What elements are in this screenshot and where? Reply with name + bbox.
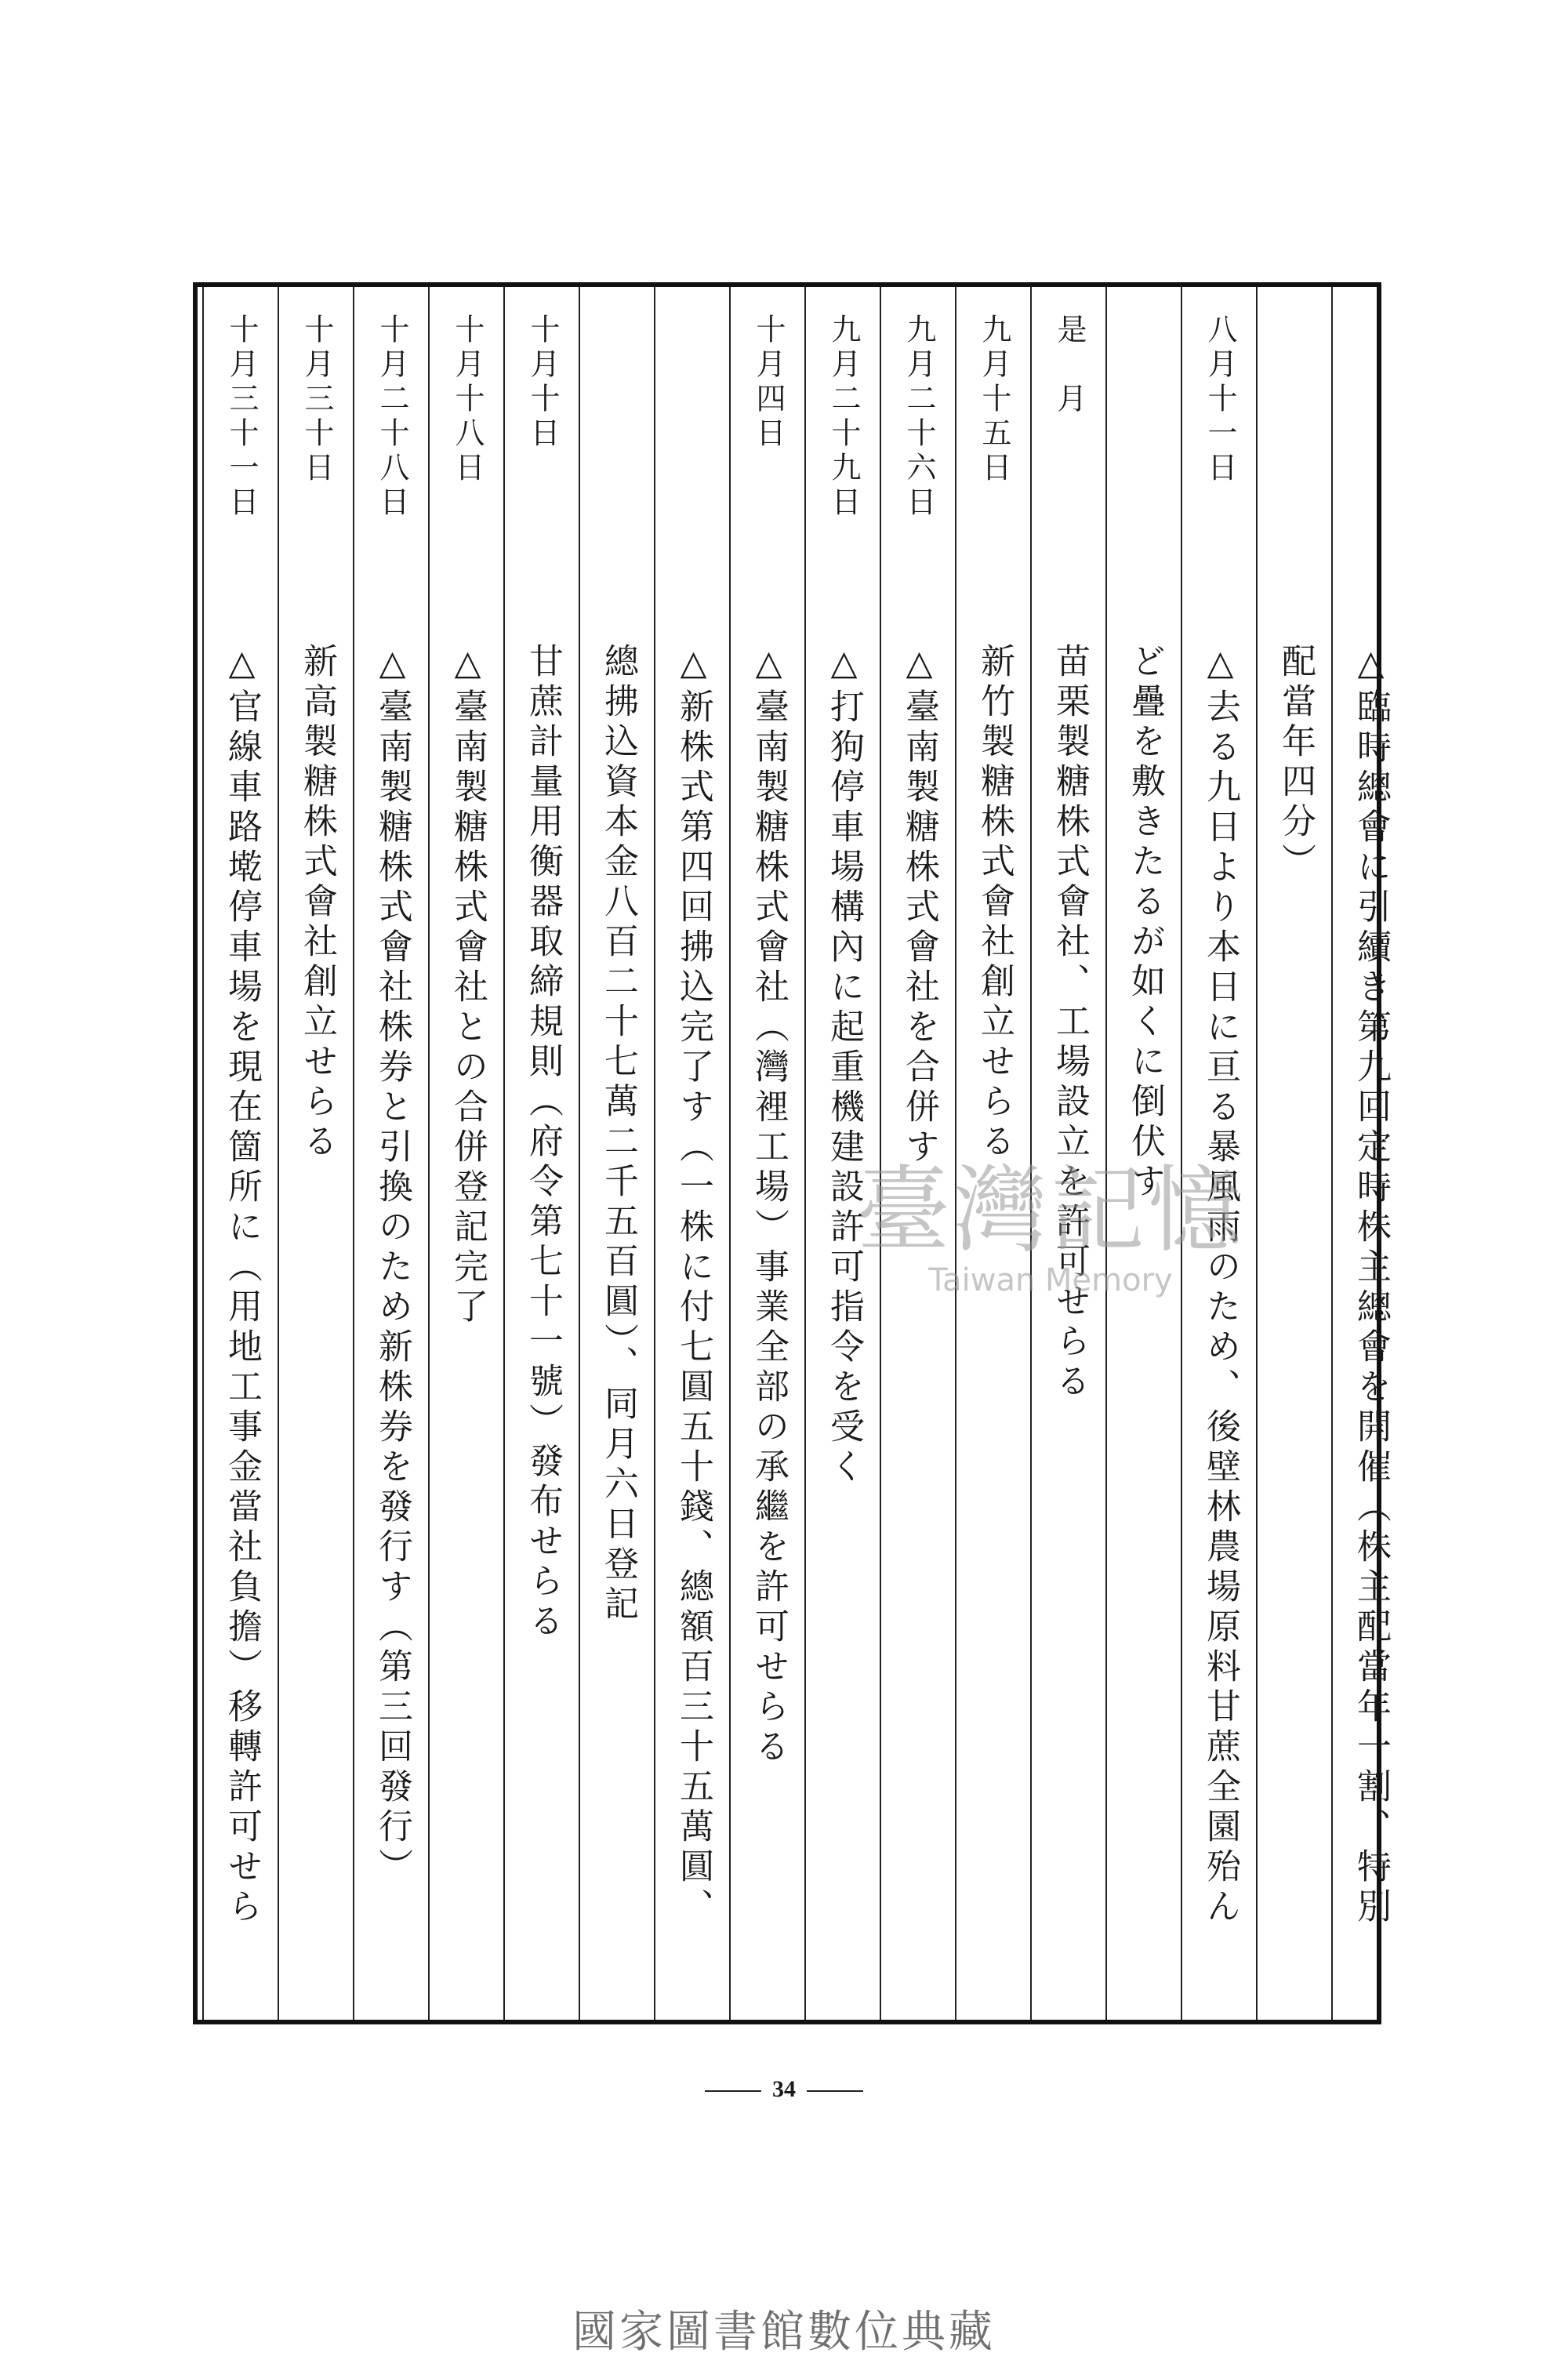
entry-date: 九月二十九日: [826, 314, 861, 521]
column-rule: [202, 287, 204, 2020]
entry-date: 九月十五日: [977, 314, 1011, 486]
entry-text: 配當年四分）: [1276, 643, 1316, 883]
watermark-en: Taiwan Memory: [928, 1262, 1173, 1298]
watermark-cjk: 臺灣記憶: [856, 1156, 1245, 1265]
column-15: [279, 314, 354, 2015]
entry-text: △官線車路墘停車場を現在箇所に（用地工事金當社負擔）移轉許可せら: [222, 643, 262, 1928]
entry-date: 十月二十八日: [375, 314, 409, 521]
page-number-dash-left: [705, 2090, 761, 2092]
column-8: [806, 314, 881, 2015]
column-10: [655, 314, 731, 2015]
entry-text: 新高製糖株式會社創立せらる: [297, 643, 337, 1163]
column-13: [430, 314, 505, 2015]
column-2: [1258, 314, 1333, 2015]
entry-text: △臺南製糖株式會社との合併登記完了: [448, 643, 488, 1328]
entry-text: 甘蔗計量用衡器取締規則（府令第七十一號）發布せらる: [523, 643, 563, 1643]
entry-text: △打狗停車場構內に起重機建設許可指令を受く: [824, 643, 864, 1488]
entry-date: 十月十日: [525, 314, 560, 452]
page-number-dash-right: [807, 2090, 863, 2092]
column-14: [354, 314, 430, 2015]
entry-text: 總拂込資本金八百二十七萬二千五百圓）、同月六日登記: [598, 643, 638, 1625]
entry-date: 八月十一日: [1203, 314, 1237, 486]
entry-text: ど疊を敷きたるが如くに倒伏す: [1125, 643, 1165, 1203]
entry-date: 九月二十六日: [902, 314, 936, 521]
column-9: [731, 314, 806, 2015]
entry-text: △臨時總會に引續き第九回定時株主總會を開催（株主配當年一割、特別: [1351, 643, 1391, 1928]
column-7: [881, 314, 956, 2015]
entry-text: 新竹製糖株式會社創立せらる: [975, 643, 1014, 1163]
entry-date: 是 月: [1052, 314, 1087, 417]
column-4: [1107, 314, 1182, 2015]
entry-date: 十月十八日: [450, 314, 485, 486]
column-12: [505, 314, 580, 2015]
entry-date: 十月三十日: [299, 314, 334, 486]
page-number: [0, 2076, 1568, 2103]
entry-text: 苗栗製糖株式會社、工場設立を許可せらる: [1050, 643, 1090, 1403]
column-5: [1032, 314, 1107, 2015]
entry-text: △臺南製糖株式會社を合併す: [899, 643, 939, 1168]
column-1: [1333, 314, 1408, 2015]
page-number-text: 34: [772, 2076, 796, 2102]
entry-text: △臺南製糖株式會社株券と引換のため新株券を發行す（第三回發行）: [372, 643, 412, 1888]
entry-text: △去る九日より本日に亘る暴風雨のため、後壁林農場原料甘蔗全園殆ん: [1200, 643, 1240, 1928]
column-16: [204, 314, 279, 2015]
column-6: [956, 314, 1032, 2015]
entry-text: △臺南製糖株式會社（灣裡工場）事業全部の承繼を許可せらる: [749, 643, 789, 1768]
entry-text: △新株式第四回拂込完了す（一株に付七圓五十錢、總額百三十五萬圓、: [673, 643, 713, 1928]
entry-date: 十月四日: [751, 314, 786, 452]
entry-date: 十月三十一日: [224, 314, 259, 521]
column-11: [580, 314, 655, 2015]
column-3: [1182, 314, 1258, 2015]
footer-library-name: 國家圖書館數位典藏: [572, 2307, 996, 2358]
